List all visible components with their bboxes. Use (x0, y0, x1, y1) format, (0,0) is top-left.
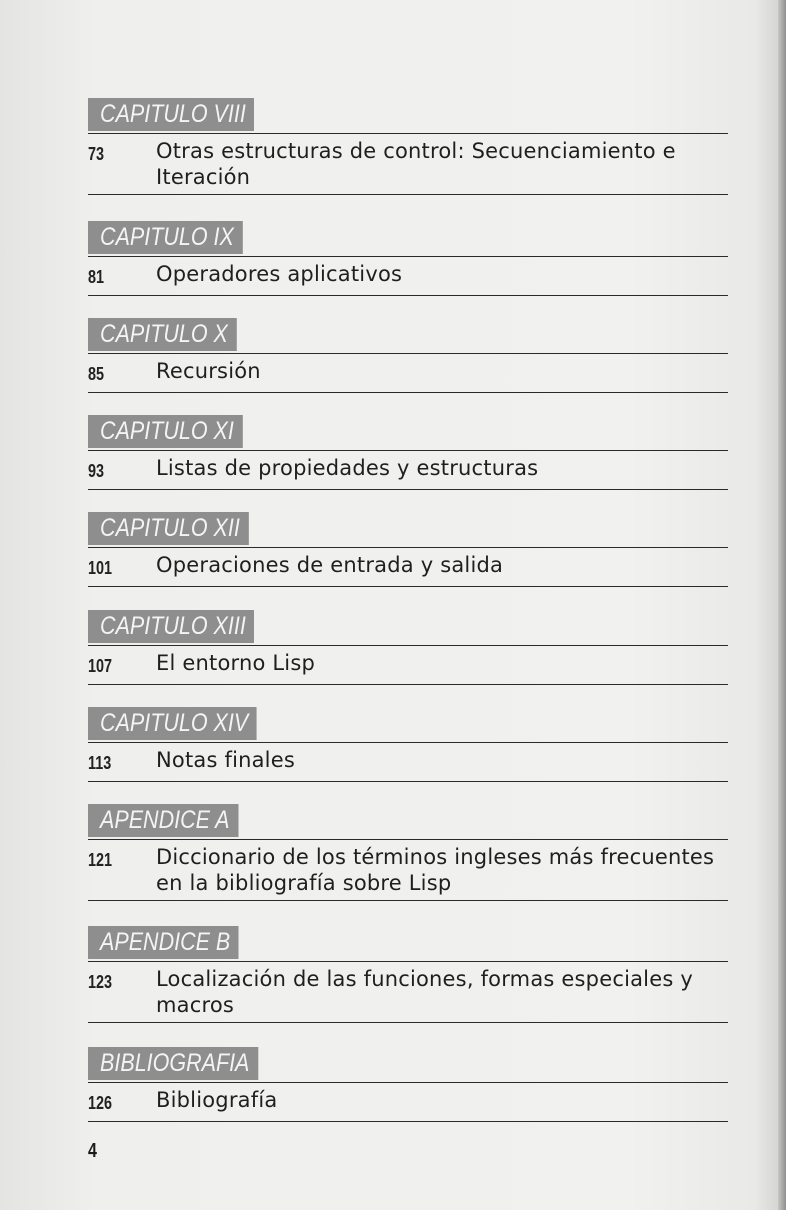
entry-title: Operaciones de entrada y salida (156, 553, 504, 577)
toc-section-apendice-a (88, 804, 728, 901)
toc-entry (88, 134, 728, 194)
entry-title: Listas de propiedades y estructuras (156, 456, 539, 480)
rule-bottom (88, 295, 728, 296)
entry-page-number: 123 (88, 972, 113, 992)
rule-bottom (88, 392, 728, 393)
toc-section-capitulo-xi (88, 415, 728, 490)
section-label: CAPITULO XIII (88, 610, 254, 643)
toc-entry (88, 1083, 728, 1121)
section-label: CAPITULO XII (88, 512, 248, 545)
entry-page-number: 107 (88, 656, 113, 676)
toc-section-capitulo-xiv (88, 707, 728, 782)
section-label: BIBLIOGRAFIA (88, 1047, 258, 1080)
entry-title: Notas finales (156, 748, 295, 772)
toc-section-capitulo-x (88, 318, 728, 393)
entry-page-number: 85 (88, 364, 105, 384)
toc-entry (88, 962, 728, 1022)
toc-section-capitulo-ix (88, 221, 728, 296)
toc-section-capitulo-xiii (88, 610, 728, 685)
rule-bottom (88, 900, 728, 901)
entry-title: Diccionario de los términos ingleses más frecuentes en la bibliografía sobre Lisp (156, 845, 715, 895)
rule-bottom (88, 194, 728, 195)
entry-page-number: 101 (88, 558, 113, 578)
entry-title: Localización de las funciones, formas especiales y macros (156, 967, 693, 1017)
toc-section-capitulo-xii (88, 512, 728, 587)
section-label: CAPITULO XI (88, 415, 242, 448)
section-label: APENDICE A (88, 804, 238, 837)
section-label: CAPITULO VIII (88, 98, 254, 131)
entry-title: Otras estructuras de control: Secuenciamiento e Iteración (156, 139, 676, 189)
entry-page-number: 113 (88, 753, 112, 773)
toc-entry (88, 743, 728, 781)
rule-bottom (88, 1022, 728, 1023)
entry-page-number: 121 (88, 850, 113, 870)
rule-bottom (88, 489, 728, 490)
toc-section-bibliografia (88, 1047, 728, 1122)
toc-entry (88, 354, 728, 392)
page-number: 4 (88, 1140, 97, 1162)
section-label: CAPITULO IX (88, 221, 242, 254)
toc-section-apendice-b (88, 926, 728, 1023)
section-label: CAPITULO XIV (88, 707, 257, 740)
entry-page-number: 126 (88, 1093, 113, 1113)
toc-entry (88, 646, 728, 684)
entry-page-number: 73 (88, 144, 105, 164)
toc-section-capitulo-viii (88, 98, 728, 195)
entry-page-number: 81 (88, 267, 105, 287)
entry-title: Operadores aplicativos (156, 262, 403, 286)
toc-entry (88, 257, 728, 295)
toc-entry (88, 451, 728, 489)
rule-bottom (88, 586, 728, 587)
entry-page-number: 93 (88, 461, 105, 481)
entry-title: Recursión (156, 359, 261, 383)
toc-entry (88, 548, 728, 586)
section-label: APENDICE B (88, 926, 239, 959)
entry-title: El entorno Lisp (156, 651, 315, 675)
rule-bottom (88, 1121, 728, 1122)
rule-bottom (88, 781, 728, 782)
toc-entry (88, 840, 728, 900)
section-label: CAPITULO X (88, 318, 236, 351)
page-edge (778, 0, 786, 1210)
rule-bottom (88, 684, 728, 685)
entry-title: Bibliografía (156, 1088, 278, 1112)
